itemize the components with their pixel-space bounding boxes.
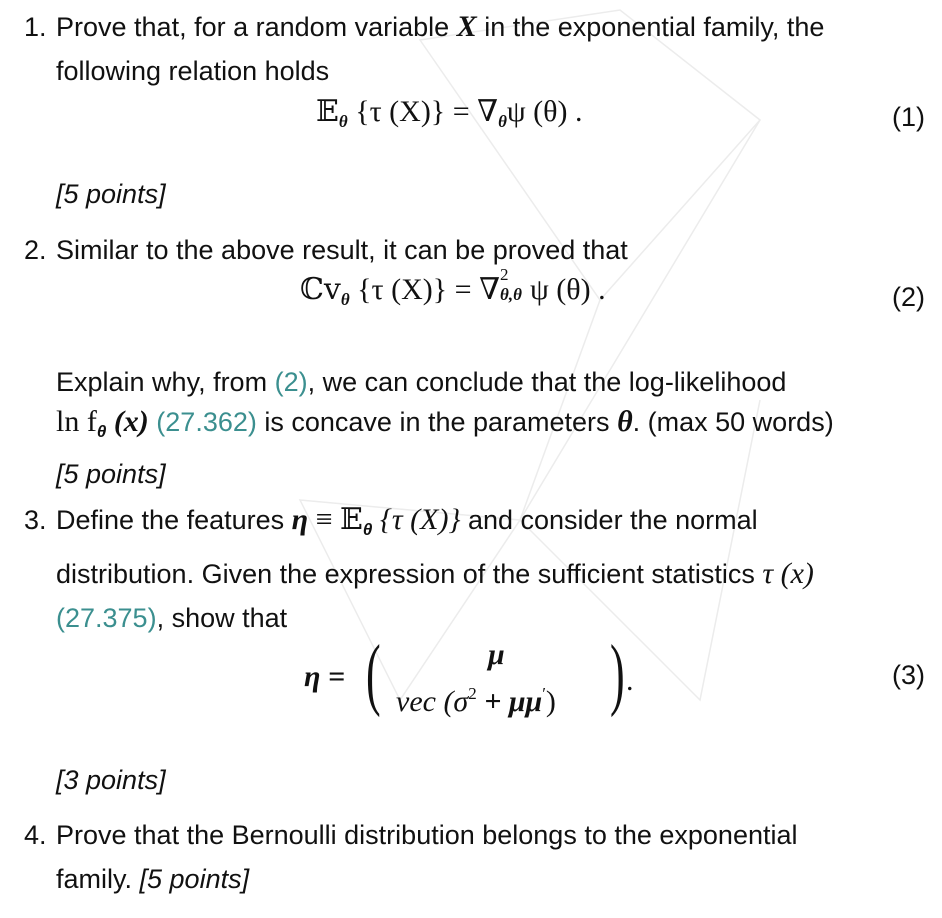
problem-text [56, 498, 924, 640]
equation-ref-link[interactable]: (2) [274, 367, 308, 397]
problem-line: following relation holds [56, 56, 330, 86]
problem-text [56, 813, 924, 901]
problem-line: Define the features η ≡ 𝔼$_\theta$ {τ (X)} and consider the normal [56, 503, 758, 539]
problem-line: Similar to the above result, it can be proved that [56, 235, 628, 265]
problem-number: 1. [24, 12, 47, 42]
problem-number: 4. [24, 820, 47, 850]
problem-line: family. [5 points] [56, 864, 250, 894]
problem-line: $\ln f_\theta$ (x) (27.362) is concave in the parameters θ. (max 50 words) [56, 405, 834, 441]
equation-1: 𝔼$_\theta$ {τ $(X)\} = \nabla_\theta\psi$ (θ) . [316, 94, 583, 131]
equation-number: (2) [892, 282, 925, 312]
equation-2: ℂv$_\theta$ {τ (X)} = ∇ 2 θ,θ ψ (θ) . [300, 265, 606, 309]
problem-text [56, 228, 924, 272]
problem-number: 2. [24, 235, 47, 265]
points-label: [5 points] [139, 864, 250, 894]
problem-line: Prove that, for a random variable X in the exponential family, the [56, 10, 825, 43]
equation-number: (3) [892, 660, 925, 690]
equation-ref-link[interactable]: (27.375) [56, 603, 157, 633]
math-variable: X [456, 10, 477, 43]
problem-page: 1. Prove that, for a random variable X in the exponential family, the following relation holds 𝔼$_\theta$ {τ $(X)\} = \nabla_\theta\psi$ (θ) . (1) [5 points] 2. Similar to the above result, it can be proved that ℂv$_\theta$ {τ (X)} = ∇ 2 θ,θ ψ (θ) . (2) Explain why, from (2), we can conclude that the log-likelihood $\ln f_\theta$ (x) (27.362) is concave in the parameters θ. (max 50 words) [5 points] 3. Define the features η ≡ 𝔼$_\theta$ {τ (X)} and consider the normal distribution. Given the expression of the sufficient statistics τ (x) (27.375), show that η = ( μ vec $(\sigma^2 + \mu\mu')$ ) . (3) [3 points] 4. Prove that the Bernoulli distribution belongs to the exponential family. [5 points] [0, 0, 942, 918]
problem-line: Prove that the Bernoulli distribution belongs to the exponential [56, 820, 798, 850]
problem-text [56, 5, 924, 93]
problem-line: Explain why, from (2), we can conclude that the log-likelihood [56, 367, 787, 397]
equation-number: (1) [892, 102, 925, 132]
problem-text [56, 360, 924, 496]
problem-line: distribution. Given the expression of the sufficient statistics τ (x) [56, 557, 814, 590]
problem-line: (27.375), show that [56, 603, 288, 633]
problem-number: 3. [24, 505, 47, 535]
points-label: [5 points] [56, 459, 166, 489]
equation-ref-link[interactable]: (27.362) [156, 407, 257, 437]
